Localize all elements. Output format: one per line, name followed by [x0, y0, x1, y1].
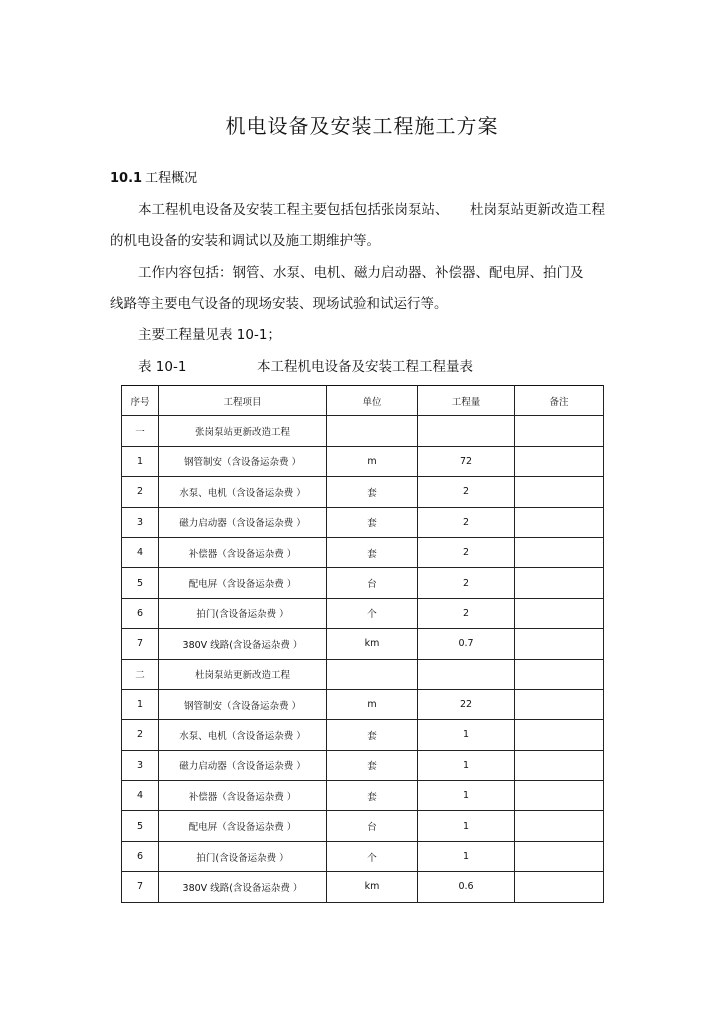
table-caption-label: 表 10-1 — [138, 359, 187, 375]
cell-no: 4 — [122, 537, 159, 567]
cell-item: 水泵、电机（含设备运杂费 ） — [159, 720, 327, 750]
table-row — [122, 750, 604, 780]
cell-item: 拍门(含设备运杂费 ） — [159, 841, 327, 871]
cell-no: 2 — [122, 720, 159, 750]
cell-quantity — [418, 659, 515, 689]
cell-unit: km — [327, 872, 418, 902]
header-unit: 单位 — [327, 386, 418, 416]
cell-item: 张岗泵站更新改造工程 — [159, 416, 327, 446]
cell-quantity: 1 — [418, 720, 515, 750]
cell-quantity: 1 — [418, 781, 515, 811]
table-row — [122, 720, 604, 750]
cell-note — [515, 568, 604, 598]
table-row — [122, 416, 604, 446]
paragraph1-line2: 的机电设备的安装和调试以及施工期维护等。 — [110, 233, 380, 249]
cell-no: 6 — [122, 841, 159, 871]
cell-note — [515, 811, 604, 841]
cell-quantity — [418, 416, 515, 446]
cell-unit: 套 — [327, 720, 418, 750]
cell-no: 1 — [122, 689, 159, 719]
header-quantity: 工程量 — [418, 386, 515, 416]
cell-no: 6 — [122, 598, 159, 628]
cell-unit: 个 — [327, 841, 418, 871]
cell-unit: 套 — [327, 477, 418, 507]
cell-no: 5 — [122, 811, 159, 841]
cell-quantity: 1 — [418, 811, 515, 841]
header-item: 工程项目 — [159, 386, 327, 416]
table-row — [122, 477, 604, 507]
cell-note — [515, 659, 604, 689]
cell-quantity: 2 — [418, 507, 515, 537]
cell-quantity: 0.7 — [418, 629, 515, 659]
table-row — [122, 598, 604, 628]
cell-unit: 套 — [327, 781, 418, 811]
cell-note — [515, 750, 604, 780]
cell-item: 水泵、电机（含设备运杂费 ） — [159, 477, 327, 507]
cell-item: 380V 线路(含设备运杂费 ） — [159, 629, 327, 659]
paragraph2-line2: 线路等主要电气设备的现场安装、现场试验和试运行等。 — [110, 296, 448, 312]
paragraph1-line1b: 杜岗泵站更新改造工程 — [470, 202, 605, 218]
cell-quantity: 2 — [418, 477, 515, 507]
cell-quantity: 1 — [418, 750, 515, 780]
cell-no: 5 — [122, 568, 159, 598]
cell-unit: 套 — [327, 507, 418, 537]
paragraph1-line1a: 本工程机电设备及安装工程主要包括包括张岗泵站、 — [138, 202, 449, 218]
table-row — [122, 568, 604, 598]
cell-no: 1 — [122, 446, 159, 476]
cell-note — [515, 477, 604, 507]
cell-item: 配电屏（含设备运杂费 ） — [159, 568, 327, 598]
cell-item: 配电屏（含设备运杂费 ） — [159, 811, 327, 841]
table-row — [122, 507, 604, 537]
section-heading-text: 工程概况 — [145, 171, 198, 186]
table-row — [122, 537, 604, 567]
cell-unit: m — [327, 689, 418, 719]
table-row — [122, 689, 604, 719]
cell-item: 拍门(含设备运杂费 ） — [159, 598, 327, 628]
cell-note — [515, 872, 604, 902]
cell-no: 7 — [122, 629, 159, 659]
cell-no: 3 — [122, 507, 159, 537]
cell-item: 钢管制安（含设备运杂费 ） — [159, 689, 327, 719]
table-row — [122, 659, 604, 689]
header-no: 序号 — [122, 386, 159, 416]
cell-item: 磁力启动器（含设备运杂费 ） — [159, 507, 327, 537]
cell-quantity: 1 — [418, 841, 515, 871]
cell-quantity: 2 — [418, 598, 515, 628]
cell-quantity: 0.6 — [418, 872, 515, 902]
table-row — [122, 872, 604, 902]
cell-item: 补偿器（含设备运杂费 ） — [159, 537, 327, 567]
cell-note — [515, 598, 604, 628]
cell-unit: km — [327, 629, 418, 659]
cell-note — [515, 841, 604, 871]
cell-no: 二 — [122, 659, 159, 689]
cell-note — [515, 689, 604, 719]
cell-note — [515, 629, 604, 659]
cell-note — [515, 537, 604, 567]
section-heading — [110, 167, 197, 186]
table-row — [122, 781, 604, 811]
cell-item: 杜岗泵站更新改造工程 — [159, 659, 327, 689]
cell-unit: 套 — [327, 750, 418, 780]
cell-no: 2 — [122, 477, 159, 507]
cell-item: 380V 线路(含设备运杂费 ） — [159, 872, 327, 902]
table-row — [122, 811, 604, 841]
paragraph3: 主要工程量见表 10-1； — [138, 327, 281, 343]
cell-unit: 台 — [327, 568, 418, 598]
cell-no: 3 — [122, 750, 159, 780]
table-header-row — [122, 386, 604, 416]
cell-item: 补偿器（含设备运杂费 ） — [159, 781, 327, 811]
cell-quantity: 2 — [418, 568, 515, 598]
cell-quantity: 72 — [418, 446, 515, 476]
quantities-table — [121, 385, 604, 903]
cell-note — [515, 720, 604, 750]
cell-no: 7 — [122, 872, 159, 902]
page-title: 机电设备及安装工程施工方案 — [225, 114, 499, 138]
cell-unit: m — [327, 446, 418, 476]
cell-unit: 套 — [327, 537, 418, 567]
table-row — [122, 841, 604, 871]
cell-unit: 台 — [327, 811, 418, 841]
cell-quantity: 22 — [418, 689, 515, 719]
table-row — [122, 629, 604, 659]
cell-no: 一 — [122, 416, 159, 446]
cell-unit — [327, 659, 418, 689]
cell-item: 钢管制安（含设备运杂费 ） — [159, 446, 327, 476]
section-number: 10.1 — [110, 171, 143, 186]
table-caption-text: 本工程机电设备及安装工程工程量表 — [257, 359, 473, 375]
paragraph2-line1: 工作内容包括：钢管、水泵、电机、磁力启动器、补偿器、配电屏、拍门及 — [138, 265, 584, 281]
cell-no: 4 — [122, 781, 159, 811]
cell-unit: 个 — [327, 598, 418, 628]
cell-note — [515, 781, 604, 811]
cell-note — [515, 416, 604, 446]
table-row — [122, 446, 604, 476]
cell-note — [515, 446, 604, 476]
header-note: 备注 — [515, 386, 604, 416]
cell-item: 磁力启动器（含设备运杂费 ） — [159, 750, 327, 780]
cell-unit — [327, 416, 418, 446]
cell-note — [515, 507, 604, 537]
cell-quantity: 2 — [418, 537, 515, 567]
